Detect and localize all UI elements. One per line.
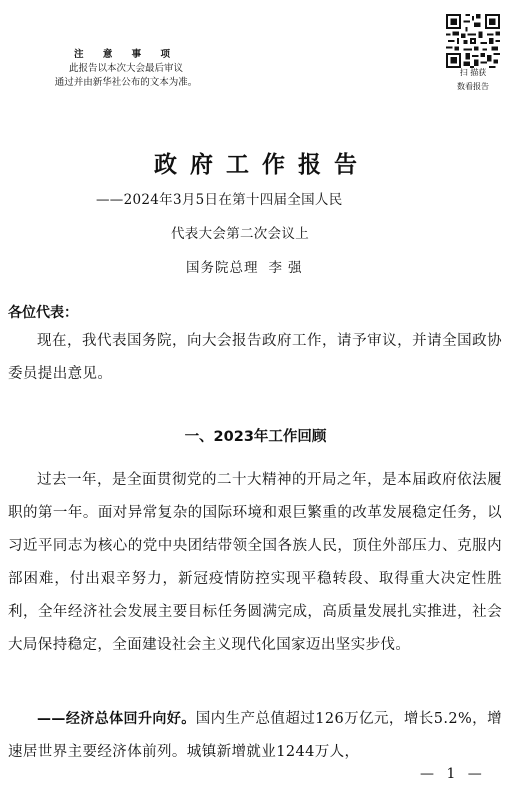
notice-line-1: 此报告以本次大会最后审议 bbox=[68, 63, 183, 74]
subtitle-line-1: ——2024年3月5日在第十四届全国人民 bbox=[96, 192, 343, 208]
qr-caption-line-2: 数看报告 bbox=[457, 82, 489, 91]
section-heading: 一、2023年工作回顾 bbox=[184, 429, 327, 445]
notice-heading: 注 意 事 项 bbox=[74, 49, 178, 60]
document-title: 政府工作报告 bbox=[154, 151, 370, 178]
speaker-name: 李强 bbox=[268, 260, 308, 276]
subtitle-line-2: 代表大会第二次会议上 bbox=[171, 226, 309, 242]
page-number: — 1 — bbox=[420, 766, 486, 782]
speaker-line bbox=[186, 256, 308, 276]
paragraph-economy bbox=[8, 703, 502, 769]
notice-block bbox=[0, 48, 252, 90]
salutation: 各位代表： bbox=[8, 305, 78, 321]
qr-code-icon[interactable] bbox=[446, 14, 500, 68]
paragraph-review: 过去一年，是全面贯彻党的二十大精神的开局之年，是本届政府依法履职的第一年。面对异常复杂的国际环境和艰巨繁重的改革发展稳定任务，以习近平同志为核心的党中央团结带领全国各族人民，顶住外部压力、克服内部困难，付出艰辛努力，新冠疫情防控实现平稳转段、取得重大决定性胜利，全年经济社会发展主要目标任务圆满完成，高质量发展扎实推进，社会大局保持稳定，全面建设社会主义现代化国家迈出坚实步伐。 bbox=[8, 472, 502, 653]
speaker-position: 国务院总理 bbox=[186, 260, 259, 276]
paragraph-economy-lead: ——经济总体回升向好。 bbox=[37, 711, 196, 727]
qr-caption-line-1: 扫 描获 bbox=[459, 68, 487, 77]
paragraph-intro: 现在，我代表国务院，向大会报告政府工作，请予审议，并请全国政协委员提出意见。 bbox=[8, 333, 502, 382]
qr-caption bbox=[440, 66, 506, 94]
paragraph-economy-body: 国内生产总值超过126万亿元，增长5.2%，增速居世界主要经济体前列。城镇新增就业1244万人， bbox=[8, 711, 502, 760]
notice-line-2: 通过并由新华社公布的文本为准。 bbox=[54, 77, 198, 88]
